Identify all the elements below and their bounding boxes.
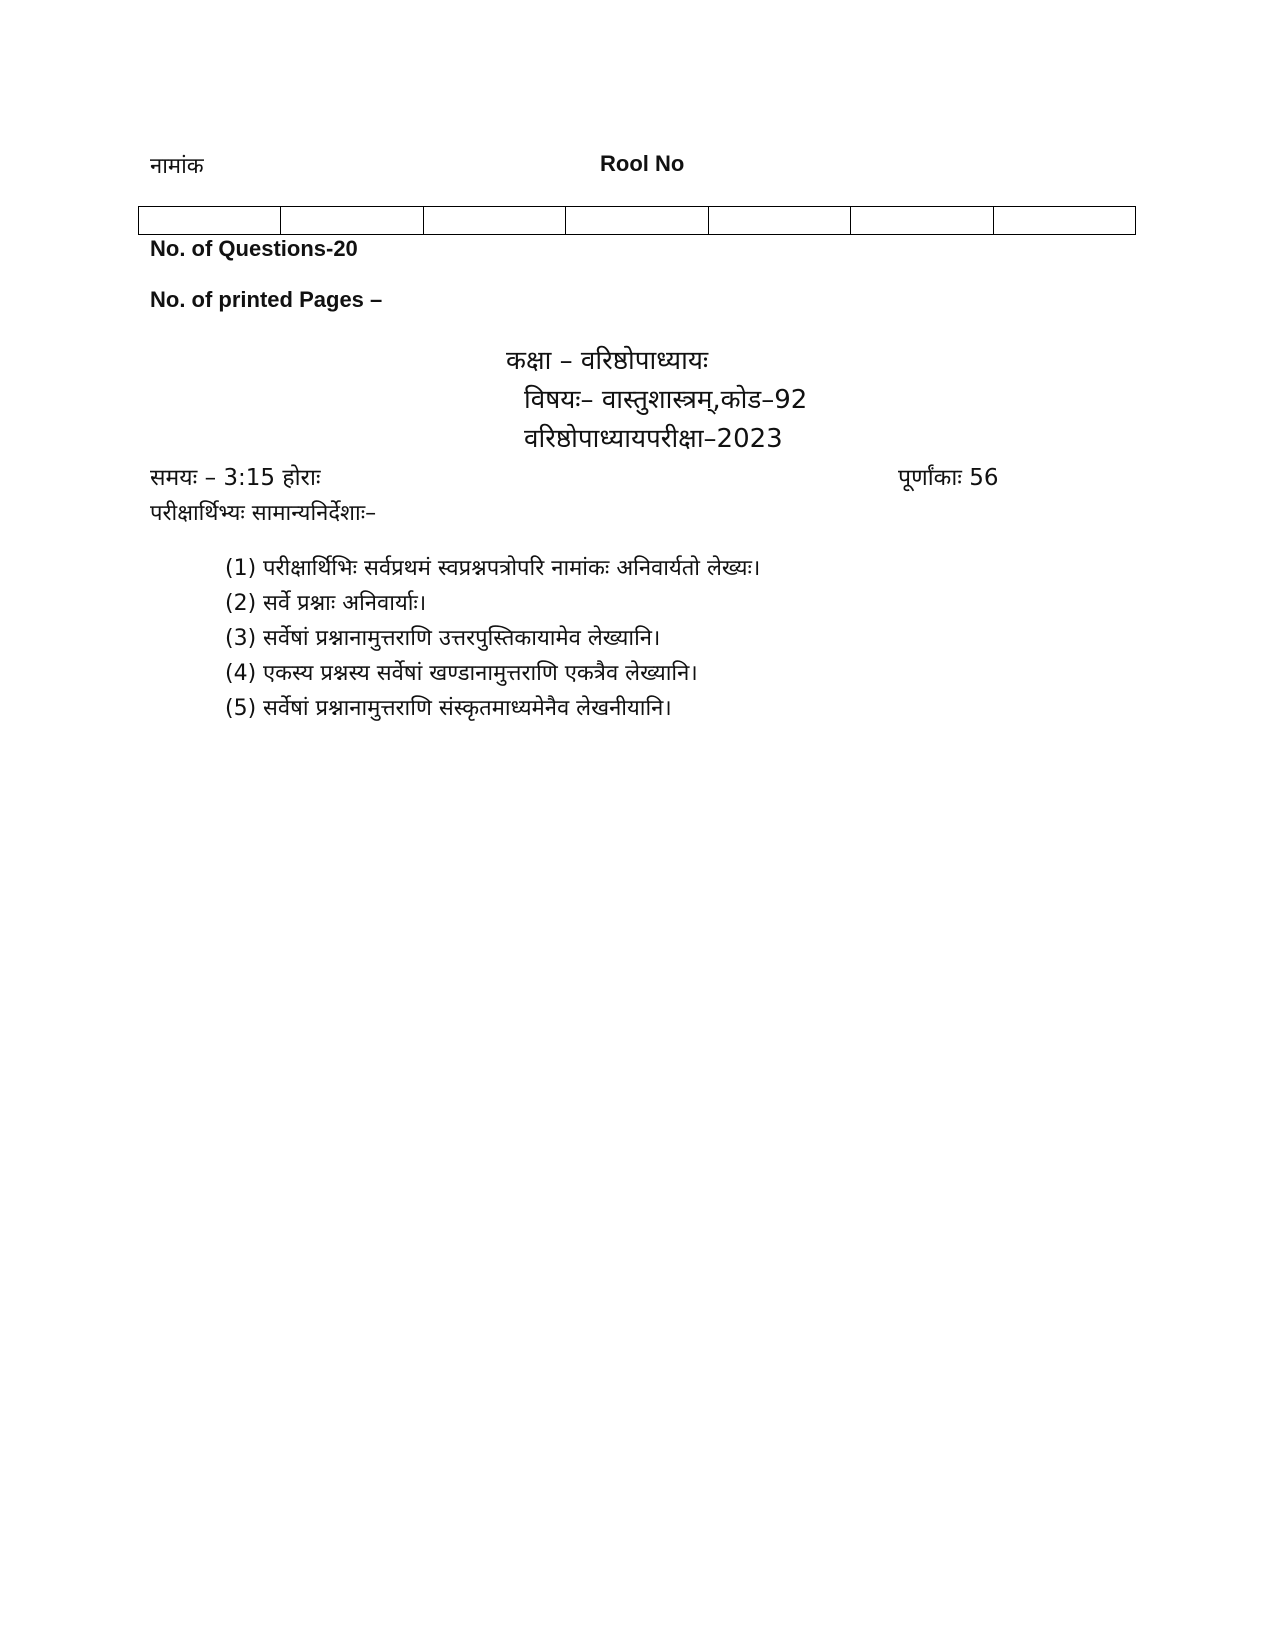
full-marks: पूर्णांकाः 56	[898, 465, 999, 491]
roll-number-label: Rool No	[600, 151, 685, 176]
instructions-list	[225, 551, 760, 726]
instruction-item	[225, 551, 760, 586]
roll-number-box[interactable]	[851, 207, 993, 234]
instruction-item	[225, 691, 760, 726]
instructions-heading: परीक्षार्थिभ्यः सामान्यनिर्देशाः–	[150, 501, 377, 526]
instruction-number: (3)	[225, 626, 257, 651]
roll-number-box[interactable]	[139, 207, 281, 234]
roll-number-box[interactable]	[281, 207, 423, 234]
namank-label: नामांक	[150, 154, 204, 179]
exam-title: वरिष्ठोपाध्यायपरीक्षा–2023	[524, 424, 783, 454]
instruction-item	[225, 656, 760, 691]
roll-number-box[interactable]	[994, 207, 1135, 234]
instruction-item	[225, 621, 760, 656]
roll-number-grid	[138, 206, 1136, 235]
class-title: कक्षा – वरिष्ठोपाध्यायः	[506, 346, 709, 376]
instruction-number: (5)	[225, 696, 257, 721]
instruction-text: परीक्षार्थिभिः सर्वप्रथमं स्वप्रश्नपत्रोपरि नामांकः अनिवार्यतो लेख्यः।	[263, 556, 761, 581]
subject-title: विषयः– वास्तुशास्त्रम्,कोड–92	[524, 385, 808, 415]
instruction-text: सर्वेषां प्रश्नानामुत्तराणि उत्तरपुस्तिकायामेव लेख्यानि।	[263, 626, 661, 651]
number-of-questions: No. of Questions-20	[150, 236, 358, 261]
instruction-text: सर्वे प्रश्नाः अनिवार्याः।	[263, 591, 427, 616]
time-allowed: समयः – 3:15 होराः	[150, 465, 321, 491]
roll-number-box[interactable]	[709, 207, 851, 234]
instruction-text: एकस्य प्रश्नस्य सर्वेषां खण्डानामुत्तराणि एकत्रैव लेख्यानि।	[263, 661, 698, 686]
roll-number-box[interactable]	[566, 207, 708, 234]
instruction-number: (4)	[225, 661, 257, 686]
instruction-number: (2)	[225, 591, 257, 616]
roll-number-box[interactable]	[424, 207, 566, 234]
number-of-printed-pages: No. of printed Pages –	[150, 287, 383, 312]
instruction-number: (1)	[225, 556, 257, 581]
instruction-text: सर्वेषां प्रश्नानामुत्तराणि संस्कृतमाध्यमेनैव लेखनीयानि।	[263, 696, 672, 721]
instruction-item	[225, 586, 760, 621]
